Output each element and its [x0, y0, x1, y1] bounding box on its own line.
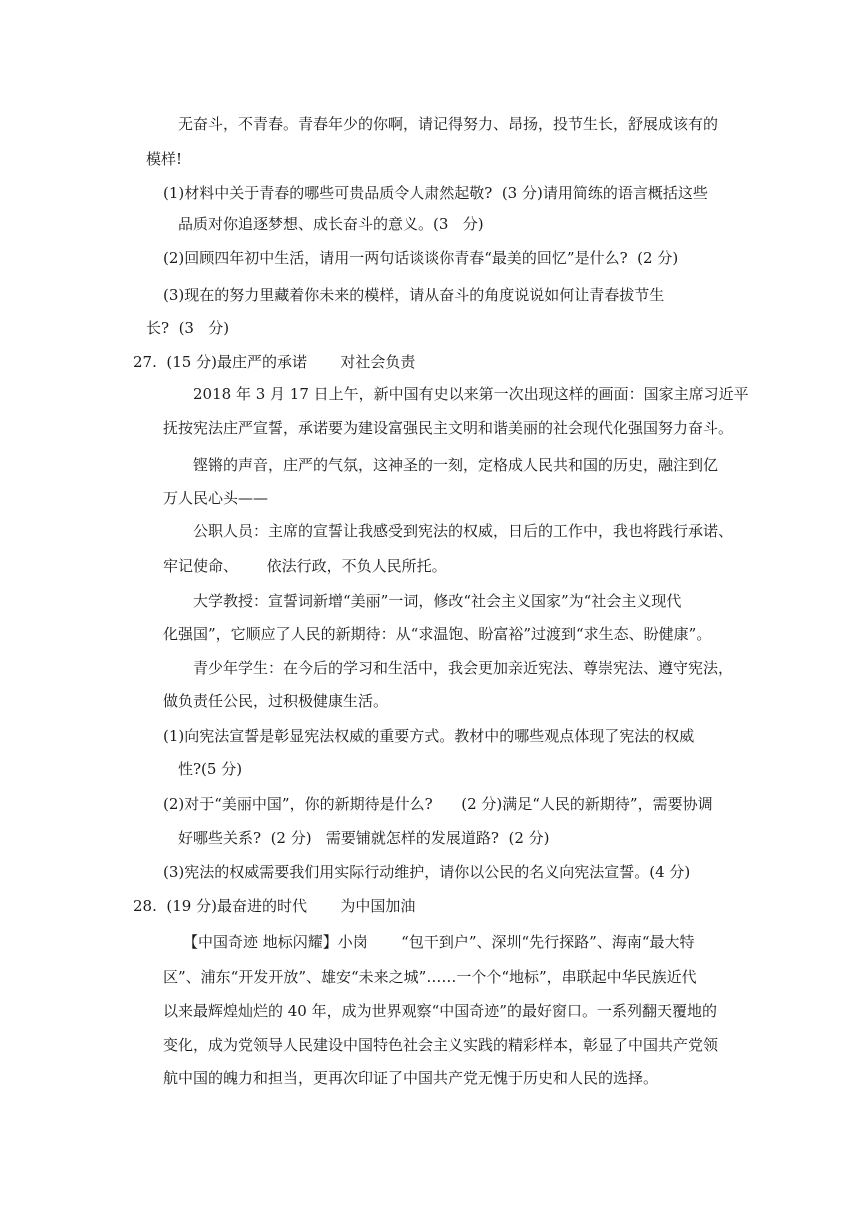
text-line: 牢记使命、 依法行政，不负人民所托。	[163, 557, 447, 575]
text-line: 化强国”，它顺应了人民的新期待：从“求温饱、盼富裕”过渡到“求生态、盼健康”。	[163, 625, 712, 643]
question-line: (2)对于“美丽中国”，你的新期待是什么? (2 分)满足“人民的新期待”，需要协调	[163, 795, 713, 813]
text-line: 做负责任公民，过积极健康生活。	[163, 692, 389, 710]
text-line: 公职人员：主席的宣誓让我感受到宪法的权威，日后的工作中，我也将践行承诺、	[193, 522, 734, 540]
question-line: (2)回顾四年初中生活，请用一两句话谈谈你青春“最美的回忆”是什么? (2 分)	[163, 249, 679, 267]
text-line: 变化，成为党领导人民建设中国特色社会主义实践的精彩样本，彰显了中国共产党领	[163, 1036, 719, 1054]
text-line: 模样!	[146, 150, 183, 168]
text-line: 2018 年 3 月 17 日上午，新中国有史以来第一次出现这样的画面：国家主席习近平	[193, 385, 749, 403]
question-line: (3)宪法的权威需要我们用实际行动维护，请你以公民的名义向宪法宣誓。(4 分)	[163, 863, 691, 881]
question-line: 长? (3 分)	[146, 319, 230, 337]
text-line: 区”、浦东“开发开放”、雄安“未来之城”……一个个“地标”，串联起中华民族近代	[163, 968, 697, 986]
question-line: 品质对你追逐梦想、成长奋斗的意义。(3 分)	[178, 215, 484, 233]
question-line: 性?(5 分)	[178, 760, 243, 778]
question-heading: 28. (19 分)最奋进的时代 为中国加油	[133, 897, 416, 915]
question-line: (1)材料中关于青春的哪些可贵品质令人肃然起敬? (3 分)请用简练的语言概括这些	[163, 184, 708, 202]
text-line: 青少年学生：在今后的学习和生活中，我会更加亲近宪法、尊崇宪法、遵守宪法，	[193, 659, 734, 677]
text-line: 航中国的魄力和担当，更再次印证了中国共产党无愧于历史和人民的选择。	[163, 1069, 659, 1087]
question-line: 好哪些关系? (2 分) 需要铺就怎样的发展道路? (2 分)	[178, 829, 550, 847]
text-line: 无奋斗，不青春。青春年少的你啊，请记得努力、昂扬，投节生长，舒展成该有的	[178, 115, 719, 133]
text-line: 【中国奇迹 地标闪耀】小岗 “包干到户”、深圳“先行探路”、海南“最大特	[183, 933, 695, 951]
text-line: 铿锵的声音，庄严的气氛，这神圣的一刻，定格成人民共和国的历史，融注到亿	[193, 456, 719, 474]
question-line: (1)向宪法宣誓是彰显宪法权威的重要方式。教材中的哪些观点体现了宪法的权威	[163, 727, 695, 745]
question-line: (3)现在的努力里藏着你未来的模样，请从奋斗的角度说说如何让青春拔节生	[163, 286, 665, 304]
text-line: 以来最辉煌灿烂的 40 年，成为世界观察“中国奇迹”的最好窗口。一系列翻天覆地的	[163, 1002, 717, 1020]
question-heading: 27. (15 分)最庄严的承诺 对社会负责	[133, 353, 416, 371]
text-line: 大学教授：宣誓词新增“美丽”一词，修改“社会主义国家”为“社会主义现代	[193, 592, 682, 610]
text-line: 万人民心头——	[163, 489, 269, 507]
text-line: 抚按宪法庄严宣誓，承诺要为建设富强民主文明和谐美丽的社会现代化强国努力奋斗。	[163, 419, 734, 437]
